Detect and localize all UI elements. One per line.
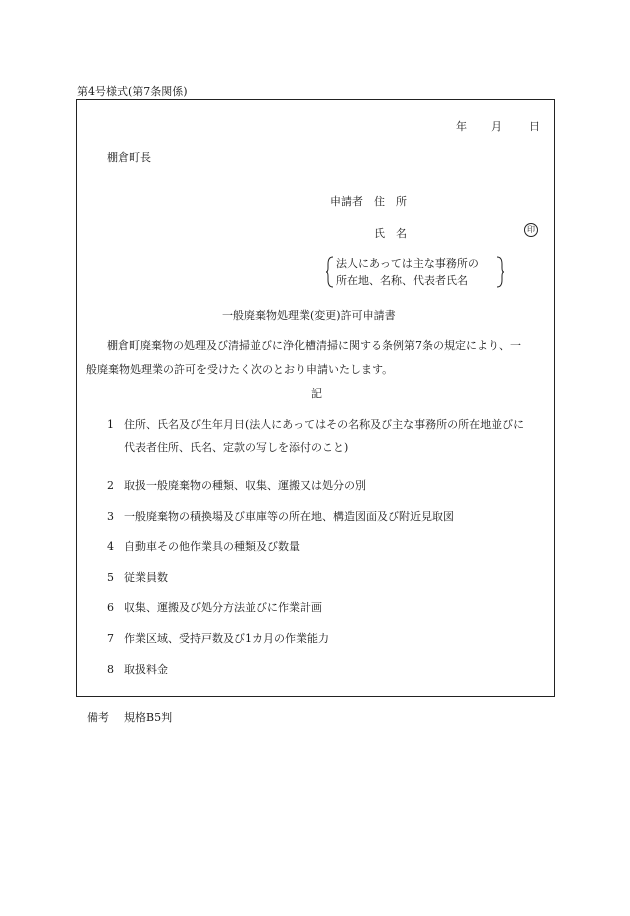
item-number: 6 (107, 601, 114, 614)
applicant-label: 申請者 (330, 195, 363, 208)
form-number: 第4号様式(第7条関係) (77, 85, 188, 98)
item-text: 取扱一般廃棄物の種類、収集、運搬又は処分の別 (124, 479, 366, 492)
corporate-note (326, 256, 504, 288)
addressee: 棚倉町長 (107, 151, 151, 164)
body-text-line1: 棚倉町廃棄物の処理及び清掃並びに浄化槽清掃に関する条例第7条の規定により、一 (107, 339, 521, 352)
date-year-label: 年 (456, 120, 467, 133)
body-text-line2: 般廃棄物処理業の許可を受けたく次のとおり申請いたします。 (86, 363, 394, 376)
date-day-label: 日 (529, 120, 540, 133)
date-month-label: 月 (491, 120, 502, 133)
item-number: 1 (107, 418, 114, 431)
name-label: 氏 名 (374, 227, 407, 240)
corporate-note-line1: 法人にあっては主な事務所の (336, 257, 479, 270)
document-title: 一般廃棄物処理業(変更)許可申請書 (222, 309, 396, 322)
item-text: 取扱料金 (124, 663, 168, 676)
item-text-continued: 代表者住所、氏名、定款の写しを添付のこと) (124, 441, 349, 454)
corporate-note-line2: 所在地、名称、代表者氏名 (336, 274, 468, 287)
address-label: 住 所 (374, 195, 407, 208)
item-text: 住所、氏名及び生年月日(法人にあってはその名称及び主な事務所の所在地並びに (124, 418, 525, 431)
item-number: 7 (107, 632, 114, 645)
item-number: 2 (107, 479, 114, 492)
item-number: 5 (107, 571, 114, 584)
item-text: 作業区域、受持戸数及び1カ月の作業能力 (124, 632, 329, 645)
item-text: 従業員数 (124, 571, 168, 584)
item-text: 一般廃棄物の積換場及び車庫等の所在地、構造図面及び附近見取図 (124, 510, 454, 523)
item-number: 4 (107, 540, 114, 553)
item-text: 収集、運搬及び処分方法並びに作業計画 (124, 601, 322, 614)
item-number: 8 (107, 663, 114, 676)
ki-heading: 記 (311, 387, 322, 400)
remarks-text: 規格B5判 (124, 711, 173, 724)
item-text: 自動車その他作業具の種類及び数量 (124, 540, 300, 553)
seal-mark: 印 (524, 223, 538, 237)
item-number: 3 (107, 510, 114, 523)
remarks-label: 備考 (87, 711, 109, 724)
